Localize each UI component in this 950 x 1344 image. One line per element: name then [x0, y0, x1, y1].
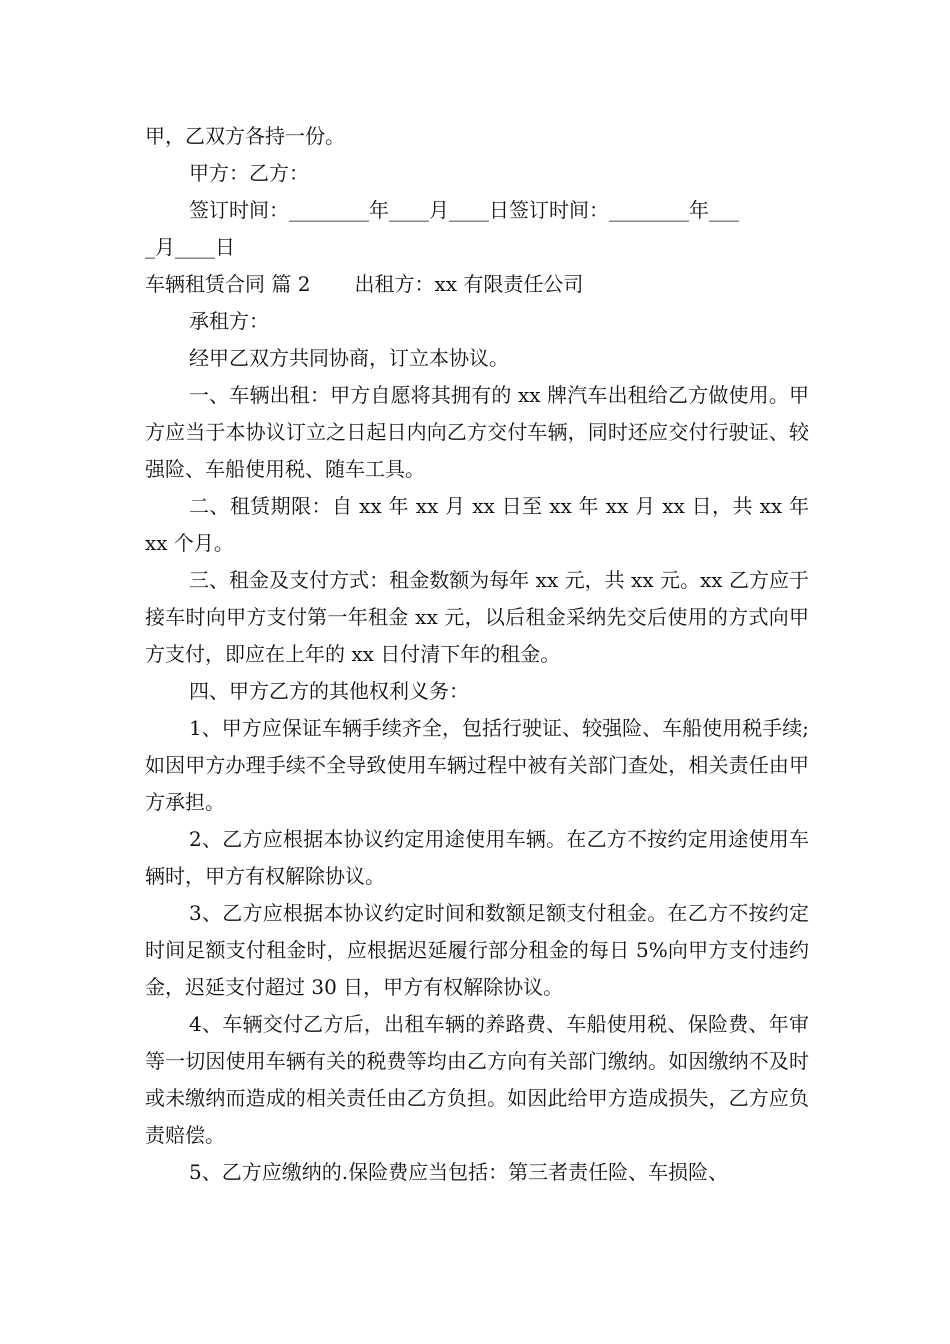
clause-item-5: 5、乙方应缴纳的.保险费应当包括：第三者责任险、车损险、: [189, 1160, 729, 1184]
text-line: 甲，乙双方各持一份。: [145, 124, 345, 148]
clause-lease-term: 二、租赁期限：自 xx 年 xx 月 xx 日至 xx 年 xx 月 xx 日，共 xx 年 xx 个月。: [145, 494, 809, 555]
clause-item-1: 1、甲方应保证车辆手续齐全，包括行驶证、较强险、车船使用税手续;如因甲方办理手续不全导致使用车辆过程中被有关部门查处，相关责任由甲方承担。: [145, 716, 809, 814]
clause-item-3: 3、乙方应根据本协议约定时间和数额足额支付租金。在乙方不按约定时间足额支付租金时，应根据迟延履行部分租金的每日 5%向甲方支付违约金，迟延支付超过 30 日，甲方有权解除协议。: [145, 901, 809, 999]
clause-vehicle-rental: 一、车辆出租：甲方自愿将其拥有的 xx 牌汽车出租给乙方做使用。甲方应当于本协议订立之日起日内向乙方交付车辆，同时还应交付行驶证、较强险、车船使用税、随车工具。: [145, 383, 809, 481]
clause-rent-payment: 三、租金及支付方式：租金数额为每年 xx 元，共 xx 元。xx 乙方应于接车时向甲方支付第一年租金 xx 元，以后租金采纳先交后使用的方式向甲方支付，即应在上年的 xx 日付清下年的租金。: [145, 568, 809, 666]
signing-date-line-cont: _月____日: [145, 235, 235, 259]
clause-item-4: 4、车辆交付乙方后，出租车辆的养路费、车船使用税、保险费、年审等一切因使用车辆有关的税费等均由乙方向有关部门缴纳。如因缴纳不及时或未缴纳而造成的相关责任由乙方负担。如因此给甲方造成损失，乙方应负责赔偿。: [145, 1012, 809, 1147]
agreement-intro: 经甲乙双方共同协商，订立本协议。: [189, 346, 509, 370]
section-heading: [145, 266, 809, 303]
document-page: [145, 118, 809, 1191]
lessor-label: 出租方：xx 有限责任公司: [354, 272, 584, 296]
contract-title: 车辆租赁合同 篇 2: [145, 272, 311, 296]
clause-rights-obligations: 四、甲方乙方的其他权利义务：: [189, 679, 469, 703]
signing-date-line: 签订时间：________年____月____日签订时间：________年___: [189, 198, 739, 222]
lessee-label: 承租方：: [189, 309, 269, 333]
signature-parties: 甲方：乙方：: [189, 161, 309, 185]
clause-item-2: 2、乙方应根据本协议约定用途使用车辆。在乙方不按约定用途使用车辆时，甲方有权解除协议。: [145, 827, 809, 888]
